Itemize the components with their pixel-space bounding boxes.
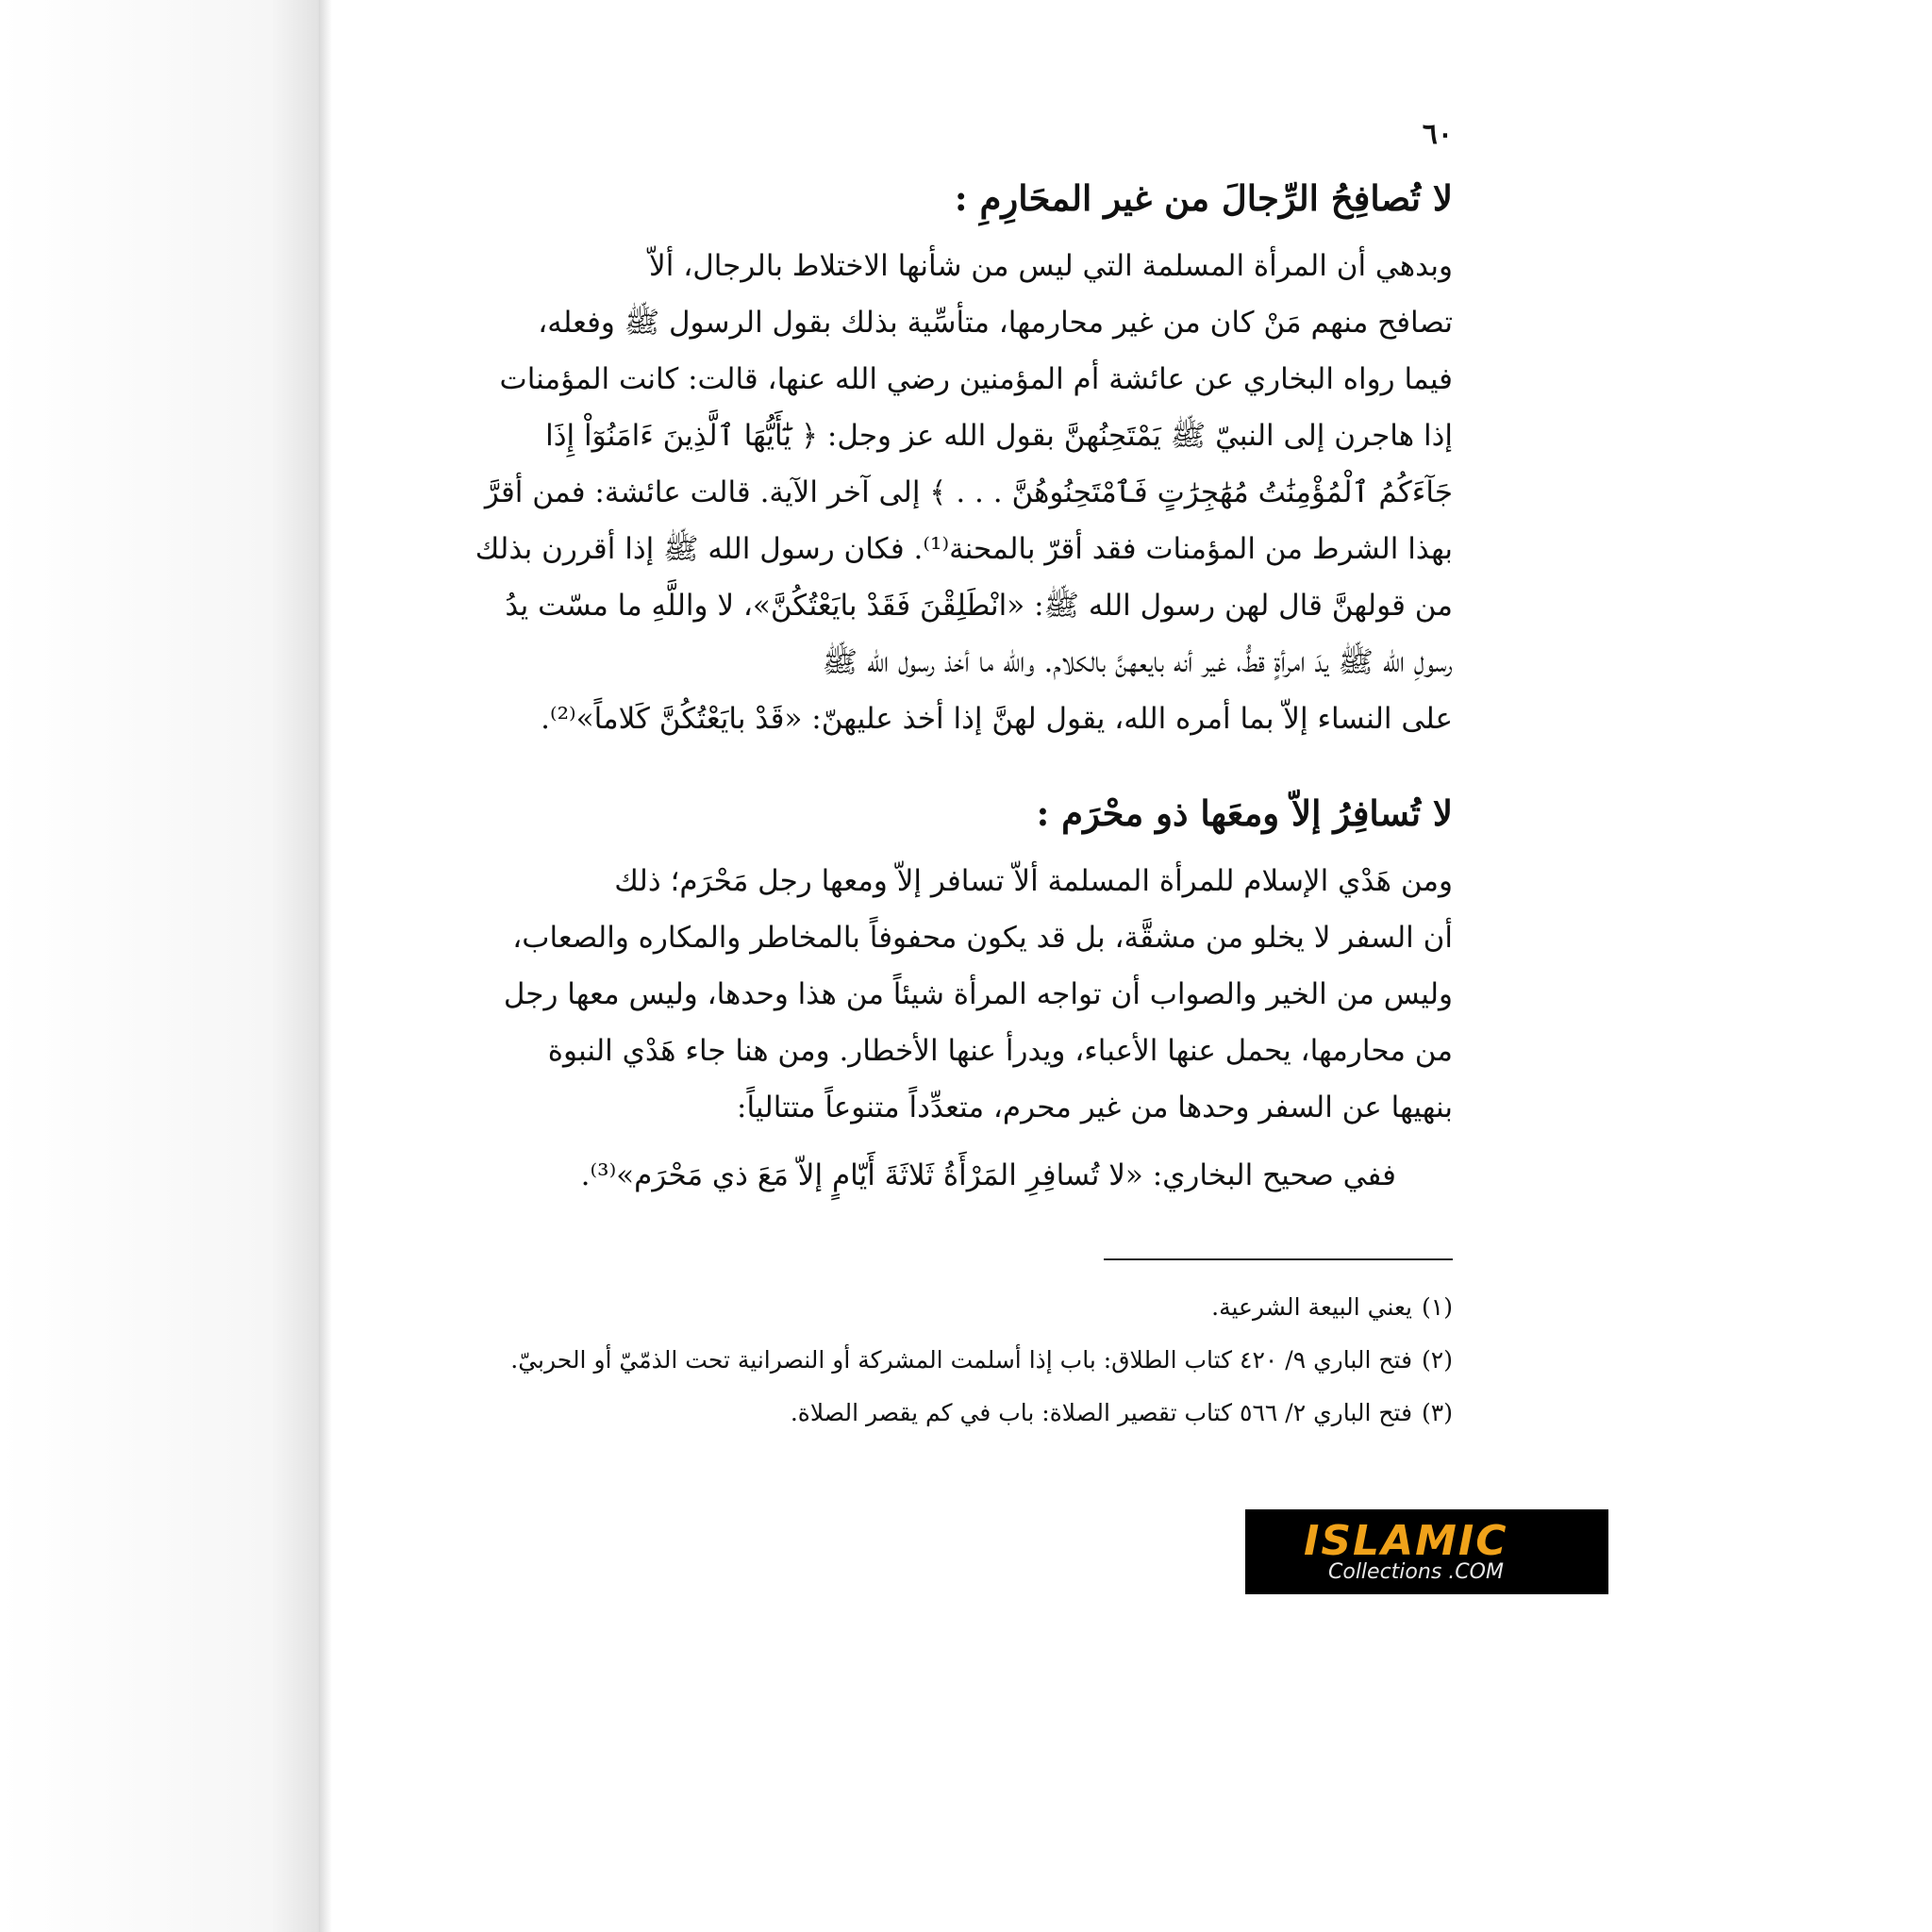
footnote-number: (٣): [1422, 1399, 1453, 1426]
paragraph-line: جَآءَكُمُ ٱلْمُؤْمِنَٰتُ مُهَٰجِرَٰتٍ فَٱمْتَحِنُوهُنَّ . . . ﴾ إلى آخر الآية. قالت عائشة: فمن أقرَّ: [484, 475, 1453, 509]
footnote-item: [406, 1283, 1453, 1332]
paragraph-line: أن السفر لا يخلو من مشقَّة، بل قد يكون محفوفاً بالمخاطر والمكاره والصعاب،: [512, 921, 1453, 955]
section-body-travel: [406, 853, 1453, 1204]
paragraph-line: رسولِ الله ﷺ يدَ امرأةٍ قطُّ، غير أنه بايعهنَّ بالكلام. والله ما أخذ رسول الله ﷺ: [822, 645, 1453, 679]
paragraph-line: بهذا الشرط من المؤمنات فقد أقرّ بالمحنة⁽¹⁾. فكان رسول الله ﷺ إذا أقررن بذلك: [475, 532, 1453, 566]
paragraph-line: على النساء إلاّ بما أمره الله، يقول لهنَّ إذا أخذ عليهنّ: «قَدْ بايَعْتُكُنَّ كَلاماً»⁽²⁾.: [541, 702, 1453, 736]
paragraph-line: إذا هاجرن إلى النبيّ ﷺ يَمْتَحِنُهنَّ بقول الله عز وجل: ﴿ يَٰٓأَيُّهَا ٱلَّذِينَ ءَامَنُوٓاْ إِذَا: [545, 419, 1453, 453]
footnote-divider: [1104, 1258, 1453, 1260]
footnotes: [406, 1283, 1453, 1438]
paragraph-line: فيما رواه البخاري عن عائشة أم المؤمنين رضي الله عنها، قالت: كانت المؤمنات: [499, 362, 1453, 396]
hadith-quote: ففي صحيح البخاري: «لا تُسافِرِ المَرْأَةُ ثَلاثَةَ أَيّامٍ إلاّ مَعَ ذي مَحْرَم»⁽³⁾.: [580, 1158, 1396, 1192]
paragraph-line: وليس من الخير والصواب أن تواجه المرأة شيئاً من هذا وحدها، وليس معها رجل: [503, 977, 1453, 1011]
paragraph-line: بنهيها عن السفر وحدها من غير محرم، متعدِّداً متنوعاً متتالياً:: [737, 1091, 1453, 1124]
footnote-number: (٢): [1422, 1346, 1453, 1374]
footnote-item: [406, 1336, 1453, 1385]
paragraph-line: من قولهنَّ قال لهن رسول الله ﷺ: «انْطَلِقْنَ فَقَدْ بايَعْتُكُنَّ»، لا واللَّهِ ما مسّت يدُ: [505, 589, 1453, 623]
watermark-logo: [1245, 1509, 1608, 1594]
section-heading-handshake: لا تُصافِحُ الرِّجالَ من غير المحَارِمِ :: [954, 177, 1453, 219]
paragraph-line: ومن هَدْي الإسلام للمرأة المسلمة ألاّ تسافر إلاّ ومعها رجل مَحْرَم؛ ذلك: [614, 864, 1453, 898]
footnote-text: يعني البيعة الشرعية.: [1211, 1293, 1413, 1321]
watermark-logo-subtitle: Collections .COM: [1328, 1560, 1504, 1584]
footnote-text: فتح الباري ٩/ ٤٢٠ كتاب الطلاق: باب إذا أسلمت المشركة أو النصرانية تحت الذمّيّ أو الحربيّ.: [510, 1346, 1413, 1374]
page-gutter-shadow: [0, 0, 330, 1932]
page-number: ٦٠: [1422, 118, 1453, 151]
footnote-text: فتح الباري ٢/ ٥٦٦ كتاب تقصير الصلاة: باب في كم يقصر الصلاة.: [790, 1399, 1413, 1426]
watermark-logo-title: ISLAMIC: [1304, 1517, 1508, 1565]
footnote-number: (١): [1422, 1293, 1453, 1321]
page-content: [406, 118, 1453, 1441]
page-edge: [319, 0, 332, 1932]
section-body-handshake: [406, 238, 1453, 747]
paragraph-line: من محارمها، يحمل عنها الأعباء، ويدرأ عنها الأخطار. ومن هنا جاء هَدْي النبوة: [547, 1034, 1453, 1068]
section-heading-travel: لا تُسافِرُ إلاّ ومعَها ذو محْرَم :: [1036, 792, 1453, 834]
paragraph-line: وبدهي أن المرأة المسلمة التي ليس من شأنها الاختلاط بالرجال، ألاّ: [649, 249, 1453, 283]
footnote-item: [406, 1389, 1453, 1438]
paragraph-line: تصافح منهم مَنْ كان من غير محارمها، متأسِّية بذلك بقول الرسول ﷺ وفعله،: [538, 306, 1453, 340]
